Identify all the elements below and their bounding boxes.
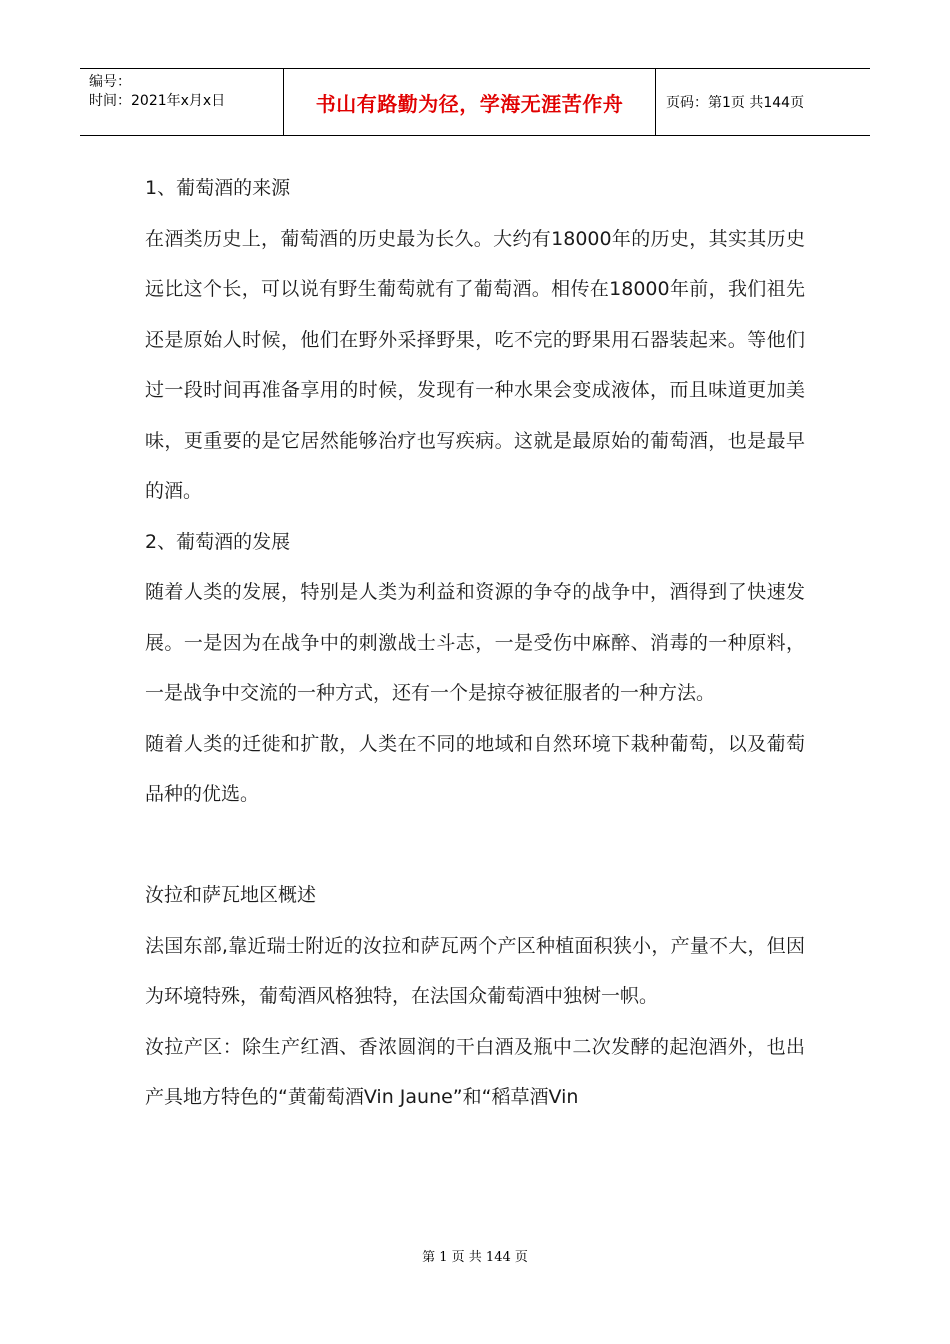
document-header [80, 68, 870, 136]
section-title: 汝拉和萨瓦地区概述 [145, 884, 317, 906]
date-label: 时间：2021年x月x日 [89, 93, 226, 109]
blank-line [145, 820, 805, 871]
page-footer: 第 1 页 共 144 页 [422, 1250, 528, 1265]
header-info [80, 69, 283, 135]
paragraph: 在酒类历史上，葡萄酒的历史最为长久。大约有18000年的历史，其实其历史远比这个长，可以说有野生葡萄就有了葡萄酒。相传在18000年前，我们祖先还是原始人时候，他们在野外采择野果，吃不完的野果用石器装起来。等他们过一段时间再准备享用的时候，发现有一种水果会变成液体，而且味道更加美味，更重要的是它居然能够治疗也写疾病。这就是最原始的葡萄酒，也是最早的酒。 [145, 227, 805, 502]
section-title: 1、葡萄酒的来源 [145, 177, 291, 199]
paragraph: 随着人类的发展，特别是人类为利益和资源的争夺的战争中，酒得到了快速发展。一是因为在战争中的刺激战士斗志，一是受伤中麻醉、消毒的一种原料，一是战争中交流的一种方式，还有一个是掠夺被征服者的一种方法。 [145, 581, 805, 704]
header-motto: 书山有路勤为径，学海无涯苦作舟 [283, 69, 656, 135]
header-page-label: 页码：第1页 共144页 [666, 95, 805, 111]
section-title: 2、葡萄酒的发展 [145, 530, 291, 553]
paragraph: 随着人类的迁徙和扩散，人类在不同的地域和自然环境下栽种葡萄，以及葡萄品种的优选。 [145, 732, 805, 805]
number-label: 编号： [89, 74, 131, 90]
paragraph: 汝拉产区：除生产红酒、香浓圆润的干白酒及瓶中二次发酵的起泡酒外，也出产具地方特色的“黄葡萄酒Vin Jaune”和“稻草酒Vin [145, 1035, 805, 1108]
document-body [145, 163, 805, 1123]
paragraph: 法国东部,靠近瑞士附近的汝拉和萨瓦两个产区种植面积狭小，产量不大，但因为环境特殊，葡萄酒风格独特，在法国众葡萄酒中独树一帜。 [145, 934, 805, 1007]
